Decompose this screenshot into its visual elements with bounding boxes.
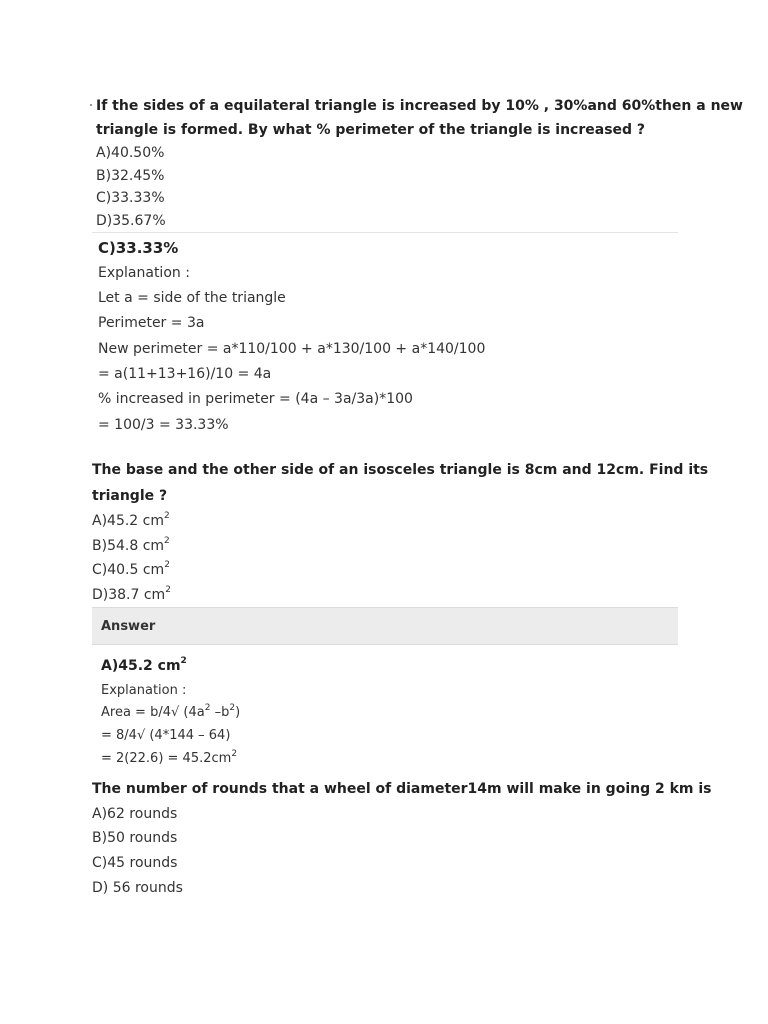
q2-explanation-title: Explanation : xyxy=(101,683,187,698)
q2-question-line2: triangle ? xyxy=(92,488,168,504)
q1-option-d: D)35.67% xyxy=(96,213,166,229)
q1-explanation-title: Explanation : xyxy=(98,265,190,281)
q2-option-a: A)45.2 $cm^2$ xyxy=(92,511,170,529)
q2-explanation-line2: = 8/4√ (4*144 – 64) xyxy=(101,728,231,743)
q2-option-d: D)38.7 $cm^2$ xyxy=(92,585,171,603)
answer-toggle-label: Answer xyxy=(101,619,156,634)
q1-explanation-line: Let a = side of the triangle xyxy=(98,290,286,306)
q3-option-a: A)62 rounds xyxy=(92,806,178,822)
q2-explanation-area: Area = b/4√ ($4a^2$ $-b^2$) xyxy=(101,702,241,720)
q3-option-d: D) 56 rounds xyxy=(92,880,183,896)
q3-option-c: C)45 rounds xyxy=(92,855,178,871)
q2-option-b: B)54.8 $cm^2$ xyxy=(92,536,170,554)
q1-explanation-line: New perimeter = a*110/100 + a*130/100 + a*140/100 xyxy=(98,341,486,357)
q1-option-a: A)40.50% xyxy=(96,145,165,161)
q2-explanation-line3: = $2(22.6) = 45.2cm^2$ xyxy=(101,748,238,766)
q2-option-c: C)40.5 $cm^2$ xyxy=(92,560,170,578)
q1-explanation-line: % increased in perimeter = (4a – 3a/3a)*100 xyxy=(98,391,413,407)
q2-question-line1: The base and the other side of an isosceles triangle is 8cm and 12cm. Find its xyxy=(92,462,709,478)
q1-explanation-line: = 100/3 = 33.33% xyxy=(98,417,229,433)
q1-explanation-line: = a(11+13+16)/10 = 4a xyxy=(98,366,272,382)
divider xyxy=(92,232,678,233)
bullet-dot xyxy=(90,104,92,106)
q3-question: The number of rounds that a wheel of diameter14m will make in going 2 km is xyxy=(92,781,712,797)
q1-option-c: C)33.33% xyxy=(96,190,165,206)
q2-answer: A)45.2 $cm^2$ xyxy=(101,656,187,674)
q1-explanation-line: Perimeter = 3a xyxy=(98,315,205,331)
q1-question-line2: triangle is formed. By what % perimeter of the triangle is increased ? xyxy=(96,122,646,138)
q3-option-b: B)50 rounds xyxy=(92,830,178,846)
q1-option-b: B)32.45% xyxy=(96,168,165,184)
q1-answer: C)33.33% xyxy=(98,239,179,257)
answer-toggle-bar[interactable] xyxy=(92,607,678,645)
q1-question-line1: If the sides of a equilateral triangle is increased by 10% , 30%and 60%then a new xyxy=(96,98,743,114)
